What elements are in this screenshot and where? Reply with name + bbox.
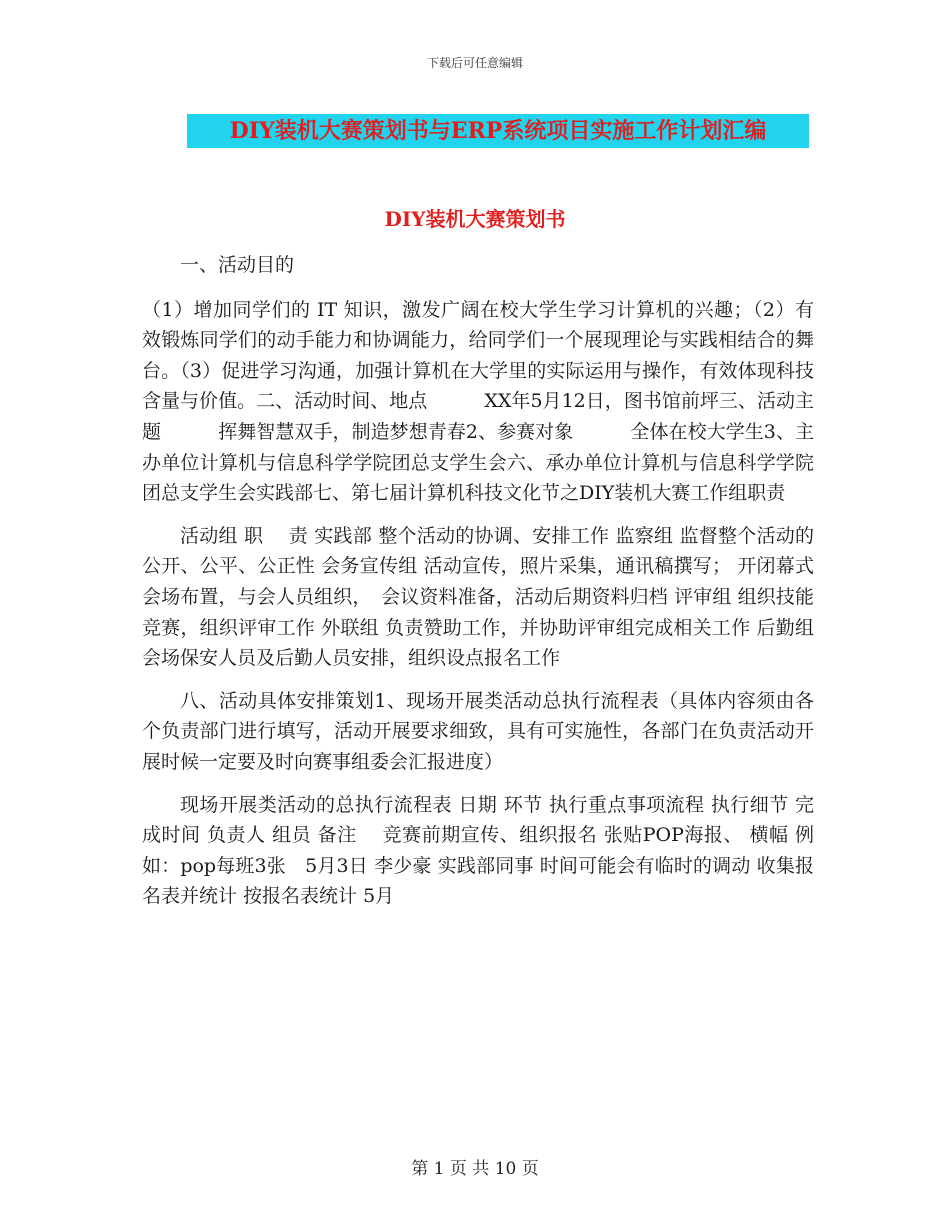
section-heading-activity-purpose: 一、活动目的	[180, 254, 295, 276]
document-body	[142, 250, 814, 912]
paragraph-execution-flow-table: 现场开展类活动的总执行流程表 日期 环节 执行重点事项流程 执行细节 完成时间 负责人 组员 备注 竞赛前期宣传、组织报名 张贴POP海报、 横幅 例如：pop每班3张 5月3日 李少豪 实践部同事 时间可能会有临时的调动 收集报名表并统计 按报名表统计 5月	[142, 793, 814, 908]
paragraph-activity-arrangement: 八、活动具体安排策划1、现场开展类活动总执行流程表（具体内容须由各个负责部门进行填写，活动开展要求细致，具有可实施性，各部门在负责活动开展时候一定要及时向赛事组委会汇报进度）	[142, 689, 814, 773]
paragraph-work-group-duties: 活动组 职 责 实践部 整个活动的协调、安排工作 监察组 监督整个活动的公开、公平、公正性 会务宣传组 活动宣传，照片采集，通讯稿撰写； 开闭幕式会场布置，与会人员组织， 会议资料准备，活动后期资料归档 评审组 组织技能竞赛，组织评审工作 外联组 负责赞助工作，并协助评审组完成相关工作 后勤组 会场保安人员及后勤人员安排，组织设点报名工作	[142, 524, 814, 670]
sub-title: DIY装机大赛策划书	[384, 207, 566, 231]
page-header-note: 下载后可任意编辑	[426, 56, 523, 70]
page-number-footer: 第 1 页 共 10 页	[411, 1159, 539, 1179]
main-title: DIY装机大赛策划书与ERP系统项目实施工作计划汇编	[229, 118, 767, 144]
paragraph-purpose-details: （1）增加同学们的 IT 知识，激发广阔在校大学生学习计算机的兴趣；（2）有效锻炼同学们的动手能力和协调能力，给同学们一个展现理论与实践相结合的舞台。（3）促进学习沟通，加强计算机在大学里的实际运用与操作，有效体现科技含量与价值。二、活动时间、地点 XX年5月12日，图书馆前坪三、活动主题 挥舞智慧双手，制造梦想青春2、参赛对象 全体在校大学生3、主办单位计算机与信息科学学院团总支学生会六、承办单位计算机与信息科学学院团总支学生会实践部七、第七届计算机科技文化节之DIY装机大赛工作组职责	[142, 298, 814, 505]
main-title-highlight	[187, 114, 809, 148]
